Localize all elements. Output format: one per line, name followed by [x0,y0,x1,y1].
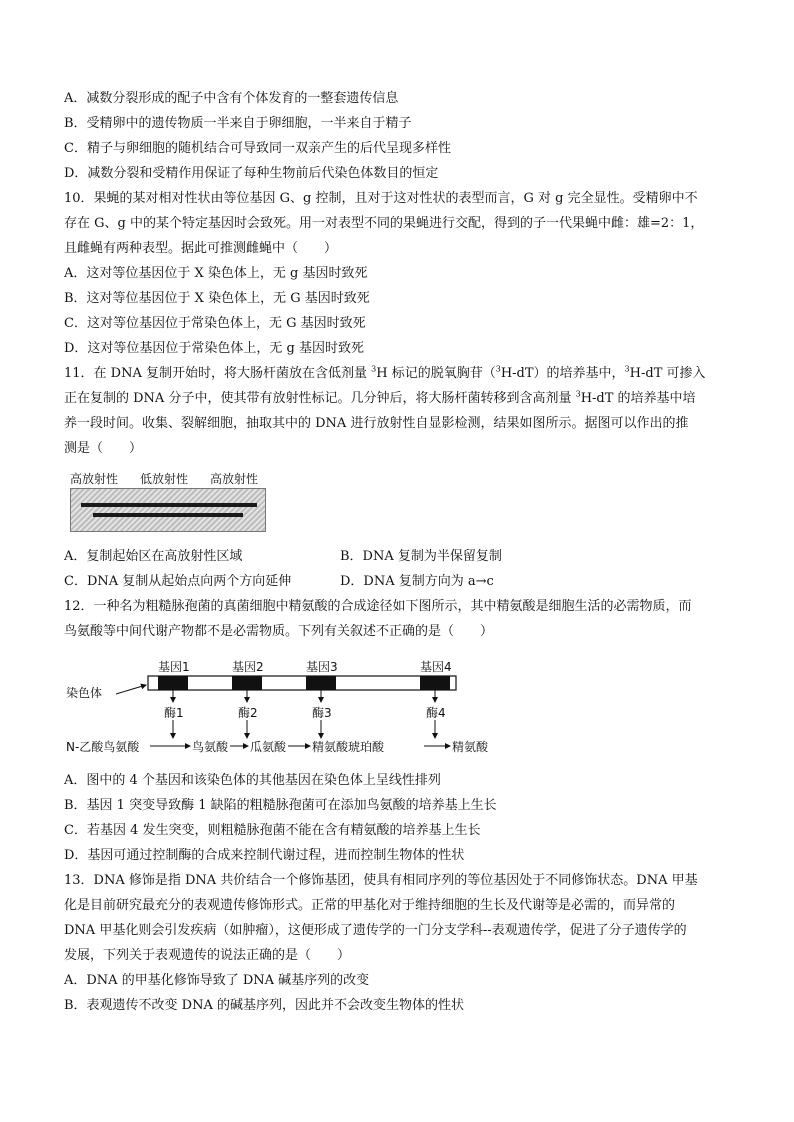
q10-option-b: B．这对等位基因位于 X 染色体上，无 G 基因时致死 [64,291,370,306]
dna-strand-lower [93,513,243,517]
q11-stem-line2: 正在复制的 DNA 分子中，使其带有放射性标记。几分钟后，将大肠杆菌转移到含高剂量 $^3$H-dT 的培养基中培 [64,389,696,406]
enzyme2-label: 酶2 [238,706,258,720]
q11-option-b: B．DNA 复制为半保留复制 [340,549,502,564]
gene3-band [306,676,336,690]
gene4-label: 基因4 [420,660,452,674]
q9-option-b: B．受精卵中的遗传物质一半来自于卵细胞，一半来自于精子 [64,116,412,131]
gel-band-area [70,488,266,532]
q12-option-d: D．基因可通过控制酶的合成来控制代谢过程，进而控制生物体的性状 [64,848,465,863]
q11-stem-line3: 养一段时间。收集、裂解细胞，抽取其中的 DNA 进行放射性自显影检测，结果如图所示。据图可以作出的推 [64,416,689,431]
q12-option-c: C．若基因 4 发生突变，则粗糙脉孢菌不能在含有精氨酸的培养基上生长 [64,823,481,838]
high-radioactivity-label-left: 高放射性 [70,472,119,486]
q10-stem-line3: 且雌蝇有两种表型。据此可推测雌蝇中（ ） [64,241,338,256]
gene2-label: 基因2 [232,660,264,674]
q9-option-c: C．精子与卵细胞的随机结合可导致同一双亲产生的后代呈现多样性 [64,141,451,156]
q12-stem-line2: 鸟氨酸等中间代谢产物都不是必需物质。下列有关叙述不正确的是（ ） [64,624,494,639]
q13-stem-line1: 13．DNA 修饰是指 DNA 共价结合一个修饰基团，使具有相同序列的等位基因处于不同修饰状态。DNA 甲基 [64,873,698,888]
q10-stem-line1: 10．果蝇的某对相对性状由等位基因 G、g 控制，且对于这对性状的表型而言，G 对 g 完全显性。受精卵中不 [64,191,698,206]
q10-option-a: A．这对等位基因位于 X 染色体上，无 g 基因时致死 [64,266,368,281]
low-radioactivity-label: 低放射性 [140,472,189,486]
n-acetylornithine-label: N-乙酸鸟氨酸 [66,740,140,754]
q11-option-d: D．DNA 复制方向为 a→c [340,574,494,589]
enzyme3-label: 酶3 [312,706,332,720]
gene2-band [232,676,262,690]
arginine-pathway-figure [66,656,502,756]
q13-option-a: A．DNA 的甲基化修饰导致了 DNA 碱基序列的改变 [64,973,370,988]
arginine-label: 精氨酸 [452,740,489,754]
gene1-band [158,676,188,690]
enzyme4-label: 酶4 [426,706,446,720]
q10-option-d: D．这对等位基因位于常染色体上，无 g 基因时致死 [64,341,365,356]
q13-option-b: B．表观遗传不改变 DNA 的碱基序列，因此并不会改变生物体的性状 [64,998,465,1013]
q11-option-a: A．复制起始区在高放射性区域 [64,549,243,564]
q11-option-c: C．DNA 复制从起始点向两个方向延伸 [64,574,292,589]
q13-stem-line4: 发展，下列关于表观遗传的说法正确的是（ ） [64,948,351,963]
q13-stem-line3: DNA 甲基化则会引发疾病（如肿瘤），这便形成了遗传学的一门分支学科--表观遗传学，促进了分子遗传学的 [64,923,687,938]
q11-stem-line1: 11．在 DNA 复制开始时，将大肠杆菌放在含低剂量 $^3$H 标记的脱氧胸苷（$^3$H-dT）的培养基中，$^3$H-dT 可掺入 [64,364,706,381]
chromosome-label: 染色体 [66,686,103,700]
argininosuccinate-label: 精氨酸琥珀酸 [312,740,385,754]
high-radioactivity-label-right: 高放射性 [210,472,259,486]
q12-option-a: A．图中的 4 个基因和该染色体的其他基因在染色体上呈线性排列 [64,773,441,788]
q12-stem-line1: 12．一种名为粗糙脉孢菌的真菌细胞中精氨酸的合成途径如下图所示，其中精氨酸是细胞生活的必需物质，而 [64,599,692,614]
gene3-label: 基因3 [306,660,338,674]
gene4-band [420,676,450,690]
q10-stem-line2: 存在 G、g 中的某个特定基因时会致死。用一对表型不同的果蝇进行交配，得到的子一代果蝇中雌：雄=2：1， [64,216,704,231]
chromosome-bar [148,676,456,690]
autoradiograph-figure [70,470,266,536]
ornithine-label: 鸟氨酸 [192,740,229,754]
q9-option-d: D．减数分裂和受精作用保证了每种生物前后代染色体数目的恒定 [64,166,439,181]
q11-stem-line4: 测是（ ） [64,441,143,456]
citrulline-label: 瓜氨酸 [250,740,287,754]
q12-option-b: B．基因 1 突变导致酶 1 缺陷的粗糙脉孢菌可在添加鸟氨酸的培养基上生长 [64,798,497,813]
q10-option-c: C．这对等位基因位于常染色体上，无 G 基因时致死 [64,316,366,331]
gene1-label: 基因1 [158,660,190,674]
q9-option-a: A．减数分裂形成的配子中含有个体发育的一整套遗传信息 [64,91,399,106]
q13-stem-line2: 化是目前研究最充分的表观遗传修饰形式。正常的甲基化对于维持细胞的生长及代谢等是必需的，而异常的 [64,898,676,913]
dna-strand-upper [81,503,257,507]
enzyme1-label: 酶1 [164,706,184,720]
